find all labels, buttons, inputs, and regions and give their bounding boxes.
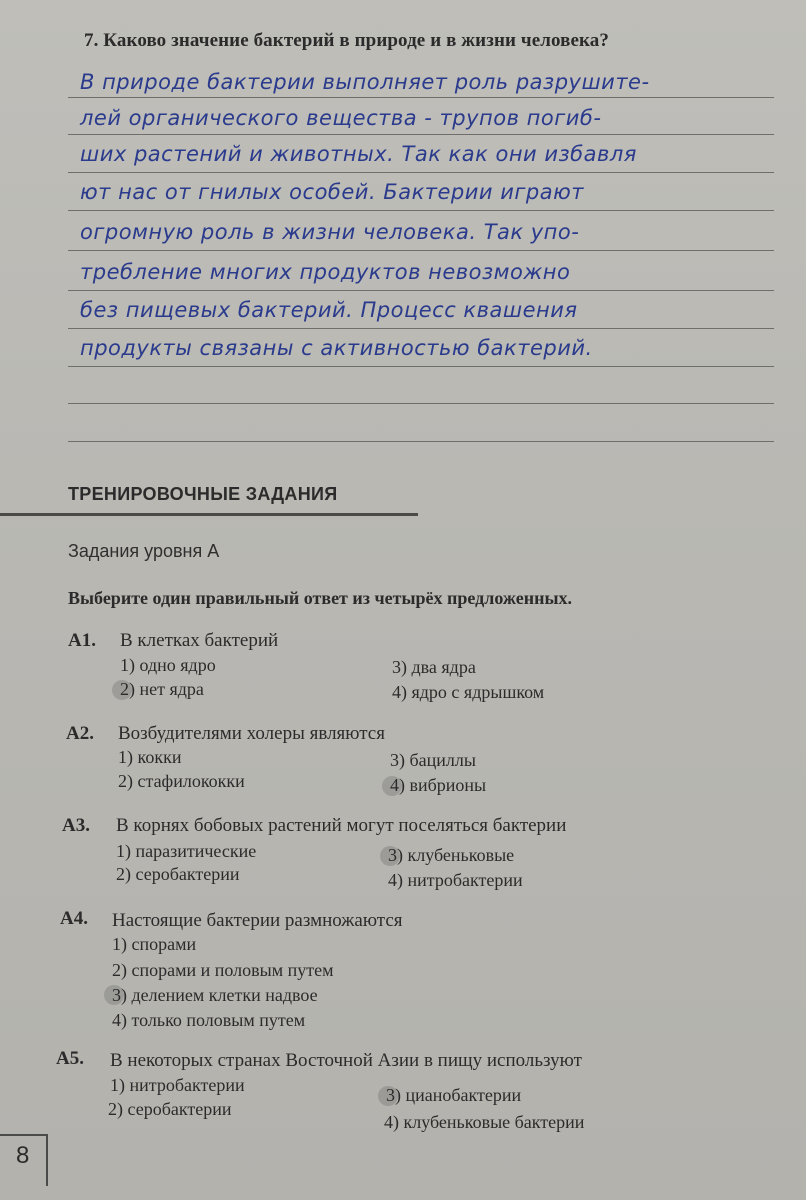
answer-line [68,290,774,291]
answer-line [68,441,774,442]
answer-option: 1) спорами [112,934,197,954]
question-number: А5. [56,1048,84,1069]
answer-option-selected: 3) цианобактерии [386,1085,522,1105]
answer-line [68,210,774,211]
handwritten-line: огромную роль в жизни человека. Так упо- [80,220,580,244]
answer-option-selected: 3) клубеньковые [388,845,515,865]
answer-option: 4) нитробактерии [388,870,523,890]
answer-option: 3) бациллы [390,750,476,770]
handwritten-line: ших растений и животных. Так как они избавля [80,142,637,166]
answer-option-selected: 3) делением клетки надвое [112,985,318,1005]
answer-option: 2) спорами и половым путем [112,960,334,980]
section-title: ТРЕНИРОВОЧНЫЕ ЗАДАНИЯ [68,484,338,504]
question-number: А1. [68,630,96,651]
question-number: А4. [60,908,88,929]
question-text: В некоторых странах Восточной Азии в пищу используют [110,1050,582,1071]
handwritten-line: В природе бактерии выполняет роль разрушите- [80,70,650,94]
answer-option: 1) кокки [118,747,182,767]
answer-line [68,134,774,135]
section-underline [0,513,418,516]
question-text: В корнях бобовых растений могут поселяться бактерии [116,815,567,836]
answer-option: 4) ядро с ядрышком [392,682,545,702]
answer-option: 1) паразитические [116,841,257,861]
question-text: Возбудителями холеры являются [118,723,385,744]
answer-option-selected: 4) вибрионы [390,775,487,795]
handwritten-line: ют нас от гнилых особей. Бактерии играют [80,180,584,204]
answer-option-selected: 2) нет ядра [120,679,204,699]
handwritten-line: продукты связаны с активностью бактерий. [80,336,593,360]
answer-option: 2) серобактерии [108,1099,232,1119]
answer-line [68,328,774,329]
handwritten-line: требление многих продуктов невозможно [80,260,571,284]
answer-line [68,403,774,404]
handwritten-line: лей органического вещества - трупов погиб- [80,106,602,130]
answer-line [68,97,774,98]
answer-option: 4) только половым путем [112,1010,306,1030]
instruction-text: Выберите один правильный ответ из четырёх предложенных. [68,588,573,608]
handwritten-line: без пищевых бактерий. Процесс квашения [80,298,578,322]
question-7-title: 7. Каково значение бактерий в природе и в жизни человека? [84,30,609,51]
answer-option: 3) два ядра [392,657,476,677]
answer-option: 2) стафилококки [118,771,245,791]
page-number: 8 [16,1142,30,1169]
answer-option: 1) нитробактерии [110,1075,245,1095]
answer-option: 1) одно ядро [120,655,216,675]
answer-option: 2) серобактерии [116,864,240,884]
answer-option: 4) клубеньковые бактерии [384,1112,585,1132]
answer-line [68,250,774,251]
question-number: А3. [62,815,90,836]
level-title: Задания уровня А [68,541,220,561]
answer-line [68,366,774,367]
answer-line [68,172,774,173]
question-text: В клетках бактерий [120,630,279,651]
question-number: А2. [66,723,94,744]
question-text: Настоящие бактерии размножаются [112,910,403,931]
